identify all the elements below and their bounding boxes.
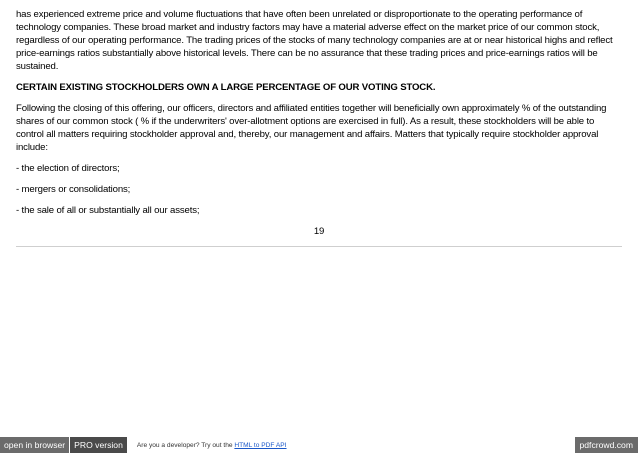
list-item-sale-of-assets: - the sale of all or substantially all our assets; (16, 205, 200, 216)
open-in-browser-button[interactable]: open in browser (0, 437, 69, 453)
html-to-pdf-api-link[interactable]: HTML to PDF API (234, 441, 287, 449)
list-item-mergers: - mergers or consolidations; (16, 184, 131, 195)
pdfcrowd-footer-bar (0, 437, 638, 453)
promo-text: Are you a developer? Try out the (136, 441, 233, 449)
page-number: 19 (313, 226, 325, 237)
developer-promo (127, 437, 291, 453)
page-divider (16, 246, 622, 247)
pdfcrowd-brand-link[interactable]: pdfcrowd.com (575, 437, 638, 453)
list-item-election: - the election of directors; (16, 163, 120, 174)
paragraph-ownership: Following the closing of this offering, our officers, directors and affiliated entities together will beneficially own approximately % of the outstanding shares of our common stock ( % if the underwriters' over-allotment options are exercised in full). As a result, these stockholders will be able to control all matters requiring stockholder approval and, thereby, our management and affairs. Matters that typically require stockholder approval include: (16, 103, 607, 153)
paragraph-price-volatility: has experienced extreme price and volume fluctuations that have often been unrelated or disproportionate to the operating performance of technology companies. These broad market and industry factors may have a material adverse effect on the market price of our common stock, regardless of our operating performance. The trading prices of the stocks of many technology companies are at or near historical highs and reflect price-earnings ratios substantially above historical levels. There can be no assurance that these trading prices and price-earnings ratios will be sustained. (16, 9, 613, 72)
section-heading: CERTAIN EXISTING STOCKHOLDERS OWN A LARGE PERCENTAGE OF OUR VOTING STOCK. (16, 82, 436, 93)
pro-version-button[interactable]: PRO version (70, 437, 127, 453)
document-body (16, 8, 622, 247)
